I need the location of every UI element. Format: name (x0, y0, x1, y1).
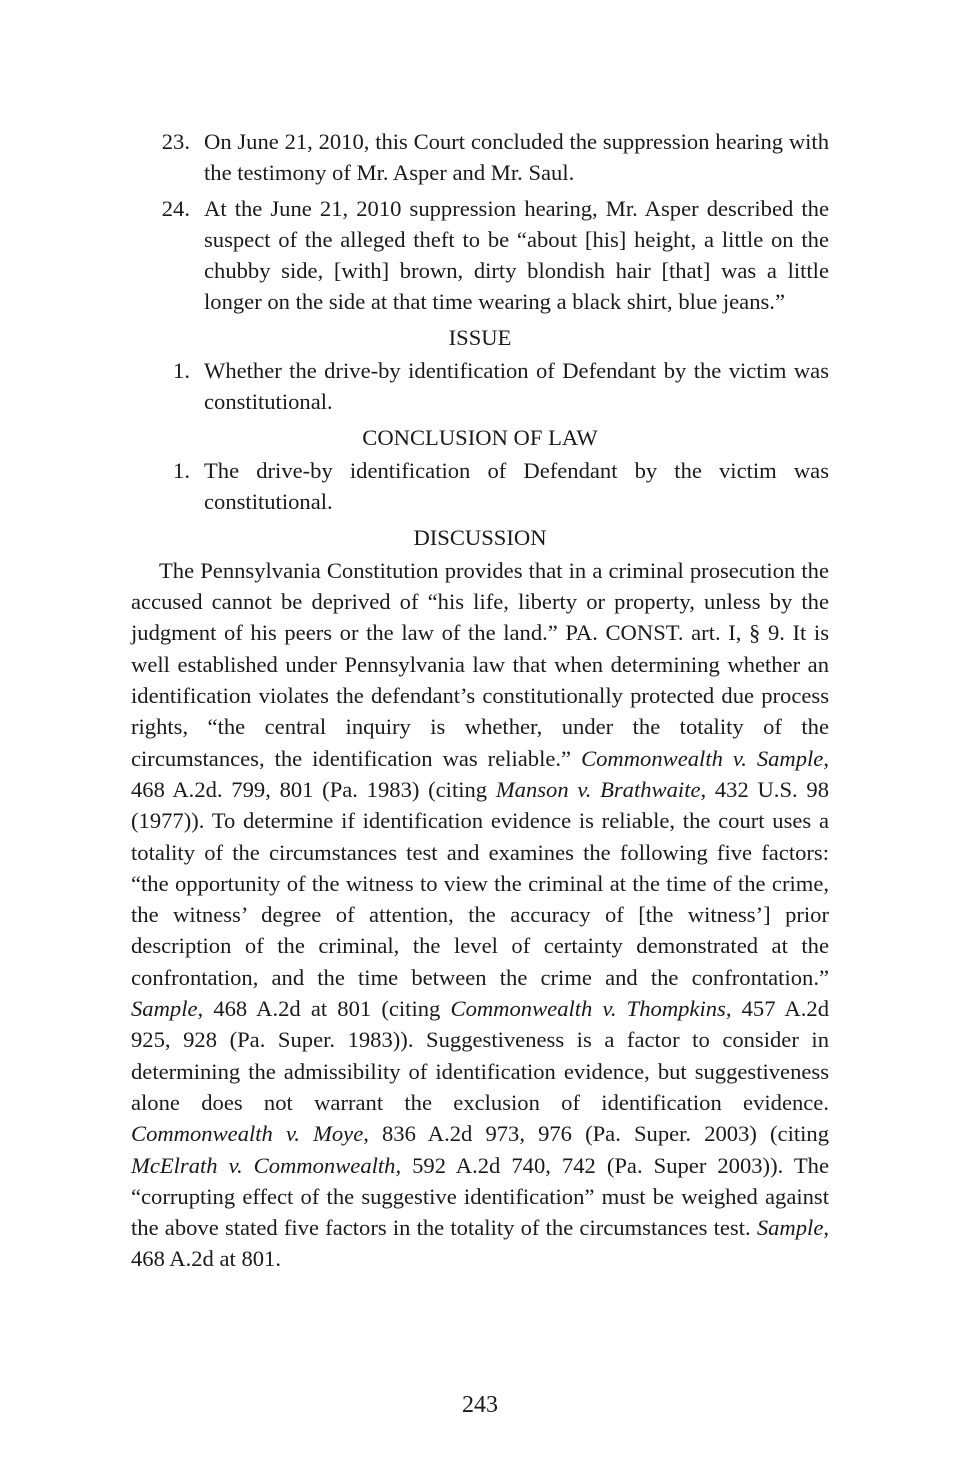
discussion-paragraph (131, 555, 829, 1275)
item-text: The drive-by identification of Defendant by the victim was constitutional. (204, 457, 829, 515)
text-run: , 592 A.2d 740, 742 (Pa. Super 2003)). The “corrupting effect of the suggestive identification” must be weighed against the above stated five factors in the totality of the circumstances test. (131, 1152, 829, 1241)
item-number: 1. (173, 457, 190, 483)
item-number: 24. (161, 195, 190, 221)
conclusion-heading: CONCLUSION OF LAW (362, 424, 598, 450)
text-run: , 468 A.2d. 799, 801 (Pa. 1983) (citing (131, 745, 829, 802)
numbered-item-23 (131, 126, 829, 189)
discussion-heading: DISCUSSION (413, 524, 547, 550)
text-run: , 836 A.2d 973, 976 (Pa. Super. 2003) (citing (363, 1121, 829, 1147)
text-run: , 468 A.2d at 801. (131, 1215, 829, 1272)
item-number: 23. (161, 129, 190, 154)
case-citation: McElrath v. Commonwealth (131, 1152, 396, 1178)
case-citation: Manson v. Brathwaite (495, 776, 701, 802)
page-body (131, 126, 829, 1275)
text-run: , 468 A.2d at 801 (citing (197, 996, 451, 1022)
issue-item-1 (131, 355, 829, 418)
text-run: , 432 U.S. 98 (1977)). To determine if identification evidence is reliable, the court uses a totality of the circumstances test and examines the following five factors: “the opportunity of the witness to view the criminal at the time of the crime, the witness’ degree of attention, the accuracy of [the witness’] prior description of the criminal, the level of certainty demonstrated at the confrontation, and the time between the crime and the confrontation.” (131, 776, 829, 990)
case-citation: Sample (756, 1215, 824, 1241)
item-number: 1. (173, 358, 190, 384)
case-citation: Commonwealth v. Thompkins (450, 996, 726, 1022)
item-text: At the June 21, 2010 suppression hearing, Mr. Asper described the suspect of the alleged theft to be “about [his] height, a little on the chubby side, [with] brown, dirty blondish hair [that] was a little longer on the side at that time wearing a black shirt, blue jeans.” (204, 195, 829, 315)
issue-heading: ISSUE (448, 324, 512, 350)
text-run: The Pennsylvania Constitution provides that in a criminal prosecution the accused cannot be deprived of “his life, liberty or property, unless by the judgment of his peers or the law of the land.” PA. CONST. art. I, § 9. It is well established under Pennsylvania law that when determining whether an identification violates the defendant’s constitutionally protected due process rights, “the central inquiry is whether, under the totality of the circumstances, the identification was reliable.” (131, 557, 829, 771)
numbered-item-24 (131, 193, 829, 318)
item-text: Whether the drive-by identification of Defendant by the victim was constitutional. (204, 358, 829, 415)
case-citation: Commonwealth v. Moye (131, 1121, 364, 1147)
case-citation: Sample (131, 996, 198, 1022)
text-run: , 457 A.2d 925, 928 (Pa. Super. 1983)). Suggestiveness is a factor to consider in determining the admissibility of identification evidence, but suggestiveness alone does not warrant the exclusion of identification evidence. (131, 996, 829, 1115)
item-text: On June 21, 2010, this Court concluded the suppression hearing with the testimony of Mr. Asper and Mr. Saul. (204, 129, 829, 186)
page-number: 243 (462, 1392, 498, 1418)
case-citation: Commonwealth v. Sample (581, 745, 824, 771)
conclusion-item-1 (131, 455, 829, 518)
